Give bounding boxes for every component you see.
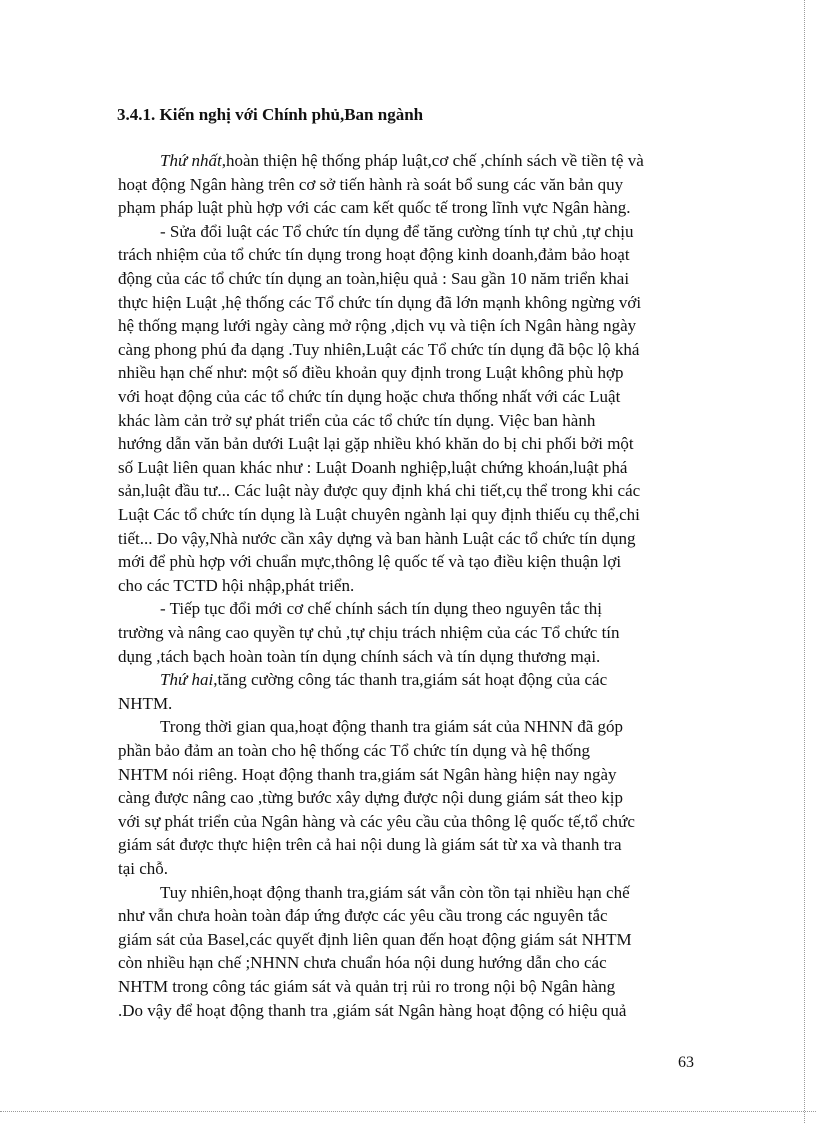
line-text: NHTM nói riêng. Hoạt động thanh tra,giám sát Ngân hàng hiện nay ngày	[118, 765, 617, 784]
body-line	[118, 551, 621, 573]
line-text: càng được nâng cao ,từng bước xây dựng được nội dung giám sát theo kịp	[118, 788, 624, 807]
line-text: nhiều hạn chế như: một số điều khoản quy định trong Luật không phù hợp	[118, 363, 624, 382]
body-line	[118, 740, 590, 762]
page-border-right	[804, 0, 805, 1123]
page-number: 63	[678, 1054, 694, 1071]
body-line	[160, 221, 634, 243]
line-text: thực hiện Luật ,hệ thống các Tổ chức tín dụng đã lớn mạnh không ngừng với	[118, 293, 642, 312]
line-text: hệ thống mạng lưới ngày càng mở rộng ,dịch vụ và tiện ích Ngân hàng ngày	[118, 316, 637, 335]
body-line	[118, 433, 634, 455]
line-text: dụng ,tách bạch hoàn toàn tín dụng chính sách và tín dụng thương mại.	[118, 647, 601, 666]
line-text: - Sửa đổi luật các Tổ chức tín dụng để tăng cường tính tự chủ ,tự chịu	[160, 222, 634, 241]
line-text: ,tăng cường công tác thanh tra,giám sát hoạt động của các	[213, 670, 608, 689]
emphasis-lead: Thứ nhất	[160, 151, 222, 170]
line-text: Tuy nhiên,hoạt động thanh tra,giám sát vẫn còn tồn tại nhiều hạn chế	[160, 883, 630, 902]
body-line	[118, 292, 641, 314]
line-text: trường và nâng cao quyền tự chủ ,tự chịu trách nhiệm của các Tổ chức tín	[118, 623, 620, 642]
line-text: phần bảo đảm an toàn cho hệ thống các Tổ chức tín dụng và hệ thống	[118, 741, 591, 760]
line-text: mới để phù hợp với chuẩn mực,thông lệ quốc tế và tạo điều kiện thuận lợi	[118, 552, 622, 571]
body-line	[160, 669, 607, 691]
body-line	[118, 457, 627, 479]
line-text: phạm pháp luật phù hợp với các cam kết quốc tế trong lĩnh vực Ngân hàng.	[118, 198, 631, 217]
body-line	[118, 976, 615, 998]
section-heading: 3.4.1. Kiến nghị với Chính phủ,Ban ngành	[117, 105, 424, 124]
line-text: Trong thời gian qua,hoạt động thanh tra giám sát của NHNN đã góp	[160, 717, 624, 736]
line-text: giám sát được thực hiện trên cả hai nội dung là giám sát từ xa và thanh tra	[118, 835, 622, 854]
line-text: động của các tổ chức tín dụng an toàn,hiệu quả : Sau gần 10 năm triển khai	[118, 269, 630, 288]
body-line	[118, 787, 623, 809]
body-line	[118, 410, 595, 432]
body-line	[118, 1000, 626, 1022]
body-line	[160, 716, 623, 738]
body-line	[118, 315, 636, 337]
line-text: giám sát của Basel,các quyết định liên quan đến hoạt động giám sát NHTM	[118, 930, 632, 949]
line-text: .Do vậy để hoạt động thanh tra ,giám sát Ngân hàng hoạt động có hiệu quả	[118, 1001, 627, 1020]
body-line	[118, 952, 607, 974]
line-text: số Luật liên quan khác như : Luật Doanh nghiệp,luật chứng khoán,luật phá	[118, 458, 628, 477]
body-line	[118, 339, 639, 361]
body-line	[118, 811, 635, 833]
line-text: khác làm cản trở sự phát triển của các tổ chức tín dụng. Việc ban hành	[118, 411, 596, 430]
line-text: còn nhiều hạn chế ;NHNN chưa chuẩn hóa nội dung hướng dẫn cho các	[118, 953, 607, 972]
line-text: với sự phát triển của Ngân hàng và các yêu cầu của thông lệ quốc tế,tổ chức	[118, 812, 635, 831]
line-text: ,hoàn thiện hệ thống pháp luật,cơ chế ,chính sách về tiền tệ và	[221, 151, 644, 170]
body-line	[118, 693, 172, 715]
body-line	[118, 905, 608, 927]
line-text: Luật Các tổ chức tín dụng là Luật chuyên ngành lại quy định thiếu cụ thể,chi	[118, 505, 640, 524]
emphasis-lead: Thứ hai	[160, 670, 214, 689]
line-text: tiết... Do vậy,Nhà nước cần xây dựng và ban hành Luật các tổ chức tín dụng	[118, 529, 636, 548]
line-text: như vẫn chưa hoàn toàn đáp ứng được các yêu cầu trong các nguyên tắc	[118, 906, 608, 925]
line-text: NHTM.	[118, 694, 173, 713]
body-line	[118, 646, 600, 668]
line-text: hoạt động Ngân hàng trên cơ sở tiến hành rà soát bổ sung các văn bản quy	[118, 175, 624, 194]
body-line	[118, 504, 640, 526]
line-text: sản,luật đầu tư... Các luật này được quy định khá chi tiết,cụ thể trong khi các	[118, 481, 641, 500]
line-text: càng phong phú đa dạng .Tuy nhiên,Luật các Tổ chức tín dụng đã bộc lộ khá	[118, 340, 640, 359]
line-text: cho các TCTD hội nhập,phát triển.	[118, 576, 355, 595]
body-line	[118, 174, 623, 196]
line-text: NHTM trong công tác giám sát và quản trị rủi ro trong nội bộ Ngân hàng	[118, 977, 616, 996]
line-text: với hoạt động của các tổ chức tín dụng hoặc chưa thống nhất với các Luật	[118, 387, 621, 406]
body-line	[118, 362, 623, 384]
body-line	[118, 244, 630, 266]
body-line	[118, 268, 629, 290]
body-line	[118, 764, 617, 786]
line-text: - Tiếp tục đổi mới cơ chế chính sách tín dụng theo nguyên tắc thị	[160, 599, 602, 618]
body-line	[160, 598, 602, 620]
body-line	[118, 386, 620, 408]
body-line	[118, 622, 620, 644]
body-line	[118, 480, 640, 502]
body-line	[118, 197, 631, 219]
body-line	[118, 528, 636, 550]
body-line	[118, 575, 354, 597]
body-line	[118, 858, 168, 880]
body-line	[118, 834, 622, 856]
body-line	[160, 150, 644, 172]
body-line	[160, 882, 630, 904]
line-text: tại chỗ.	[118, 859, 169, 878]
body-line	[118, 929, 632, 951]
line-text: trách nhiệm của tổ chức tín dụng trong hoạt động kinh doanh,đảm bảo hoạt	[118, 245, 630, 264]
page-border-bottom	[0, 1111, 816, 1112]
line-text: hướng dẫn văn bản dưới Luật lại gặp nhiều khó khăn do bị chi phối bởi một	[118, 434, 634, 453]
